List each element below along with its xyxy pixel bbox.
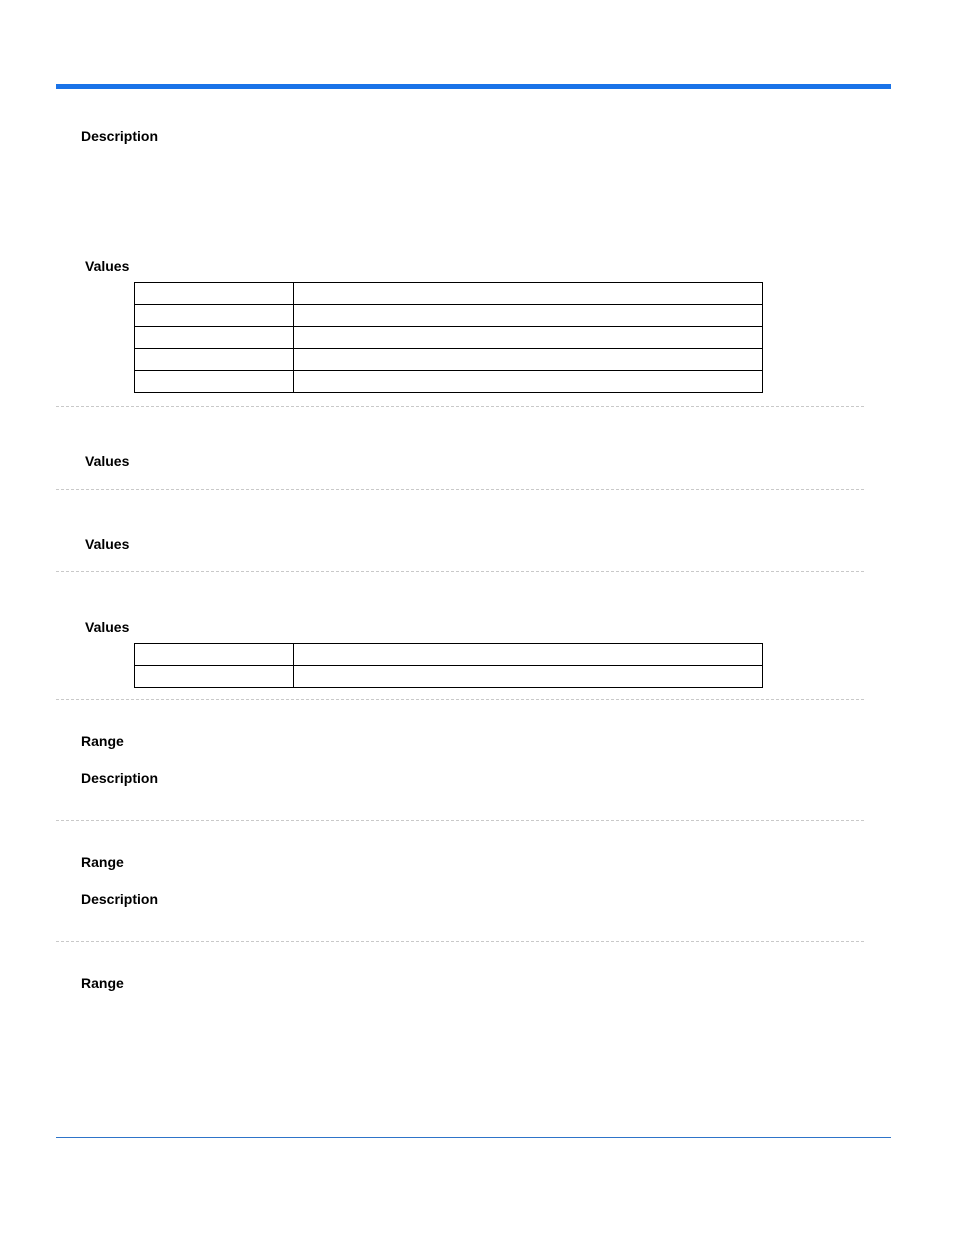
range-heading: Range xyxy=(81,854,124,870)
values-heading: Values xyxy=(85,453,130,469)
table-row xyxy=(135,371,763,393)
range-heading: Range xyxy=(81,733,124,749)
table-cell xyxy=(294,305,763,327)
table-cell xyxy=(135,283,294,305)
section-separator xyxy=(56,699,864,700)
table-row xyxy=(135,644,763,666)
description-heading: Description xyxy=(81,128,159,144)
table-row xyxy=(135,349,763,371)
table-row xyxy=(135,305,763,327)
section-separator xyxy=(56,571,864,572)
description-heading: Description xyxy=(81,770,159,786)
table-cell xyxy=(294,349,763,371)
table-cell xyxy=(135,349,294,371)
section-separator xyxy=(56,406,864,407)
values-table xyxy=(134,643,763,688)
section-separator xyxy=(56,941,864,942)
values-heading: Values xyxy=(85,258,130,274)
table-cell xyxy=(135,327,294,349)
table-row xyxy=(135,283,763,305)
values-heading: Values xyxy=(85,536,130,552)
table-cell xyxy=(135,666,294,688)
table-cell xyxy=(294,283,763,305)
footer-rule xyxy=(56,1137,891,1138)
values-heading: Values xyxy=(85,619,130,635)
table-row xyxy=(135,666,763,688)
table-cell xyxy=(294,327,763,349)
section-separator xyxy=(56,489,864,490)
values-table xyxy=(134,282,763,393)
table-cell xyxy=(135,644,294,666)
section-separator xyxy=(56,820,864,821)
table-cell xyxy=(135,305,294,327)
range-heading: Range xyxy=(81,975,124,991)
table-cell xyxy=(294,371,763,393)
table-cell xyxy=(294,644,763,666)
table-cell xyxy=(135,371,294,393)
header-rule xyxy=(56,84,891,89)
table-row xyxy=(135,327,763,349)
table-cell xyxy=(294,666,763,688)
description-heading: Description xyxy=(81,891,159,907)
